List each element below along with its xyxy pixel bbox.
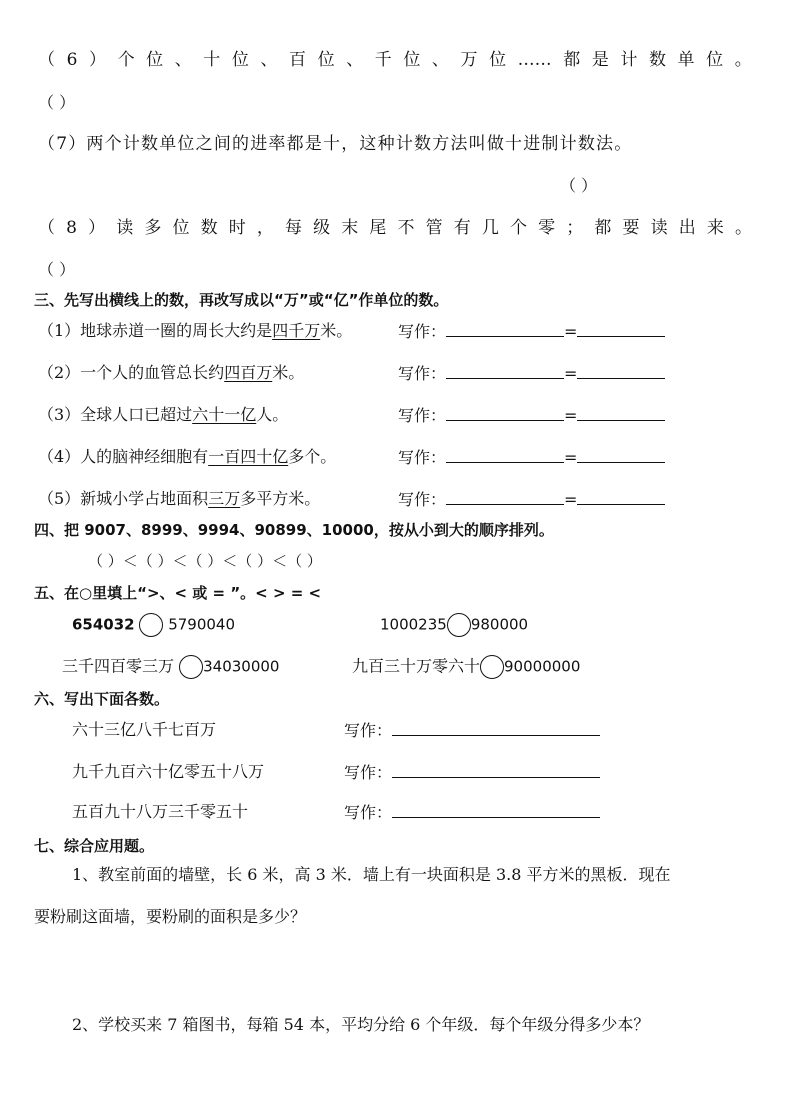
judge-char: 出 bbox=[678, 218, 696, 238]
answer-blank[interactable] bbox=[446, 446, 564, 463]
section6-answer-1 bbox=[344, 719, 600, 742]
compare-left: 1000235 bbox=[380, 615, 447, 634]
judge-char: 计 bbox=[620, 50, 638, 70]
section3-item-4 bbox=[38, 446, 336, 468]
underlined-number: 六十一亿 bbox=[192, 405, 257, 424]
judge-char: 位 bbox=[317, 50, 335, 70]
judge-char: 是 bbox=[591, 50, 609, 70]
write-label: 写作： bbox=[398, 406, 447, 425]
answer-blank[interactable] bbox=[446, 404, 564, 421]
compare-left: 九百三十万零六十 bbox=[352, 656, 481, 676]
compare-right: 90000000 bbox=[504, 657, 581, 676]
section3-answer-2 bbox=[398, 362, 665, 385]
item-text: （3）全球人口已超过 bbox=[38, 405, 193, 424]
answer-blank[interactable] bbox=[446, 362, 564, 379]
judge-char: 管 bbox=[425, 218, 443, 238]
section3-answer-4 bbox=[398, 446, 665, 469]
underlined-number: 四千万 bbox=[272, 321, 321, 340]
judge-char: 万 bbox=[460, 50, 478, 70]
compare-right: 980000 bbox=[470, 615, 529, 634]
section7-q1-line1: 1、教室前面的墙壁，长 6 米，高 3 米．墙上有一块面积是 3.8 平方米的黑板．现在 bbox=[72, 865, 671, 884]
judge-char: （ bbox=[38, 50, 55, 70]
section6-item-1: 六十三亿八千七百万 bbox=[72, 720, 217, 739]
answer-blank[interactable] bbox=[392, 719, 600, 736]
judge-char: 都 bbox=[563, 50, 581, 70]
answer-blank[interactable] bbox=[577, 404, 665, 421]
answer-blank[interactable] bbox=[392, 801, 600, 818]
judge-char: 读 bbox=[650, 218, 668, 238]
compare-circle[interactable] bbox=[179, 655, 203, 679]
item-text-end: 米。 bbox=[272, 363, 305, 382]
judge-char: ， bbox=[256, 218, 274, 238]
judge-char: 百 bbox=[289, 50, 307, 70]
judge-char: 几 bbox=[481, 218, 499, 238]
item-text: （4）人的脑神经细胞有 bbox=[38, 447, 209, 466]
item-text-end: 米。 bbox=[320, 321, 353, 340]
judge-char: 读 bbox=[116, 218, 134, 238]
write-label: 写作： bbox=[344, 803, 393, 822]
write-label: 写作： bbox=[398, 490, 447, 509]
judge-char: 。 bbox=[734, 50, 752, 70]
compare-circle[interactable] bbox=[447, 613, 471, 637]
section3-item-2 bbox=[38, 362, 304, 384]
answer-blank[interactable] bbox=[577, 488, 665, 505]
section3-item-1 bbox=[38, 320, 352, 342]
compare-circle[interactable] bbox=[480, 655, 504, 679]
judge-char: ） bbox=[88, 218, 106, 238]
judge-char: 、 bbox=[431, 50, 449, 70]
section3-item-5 bbox=[38, 488, 320, 510]
section7-q2: 2、学校买来 7 箱图书，每箱 54 本，平均分给 6 个年级．每个年级分得多少本？ bbox=[72, 1015, 650, 1034]
answer-blank[interactable] bbox=[446, 488, 564, 505]
judge-char: 不 bbox=[397, 218, 415, 238]
judge-q8 bbox=[38, 217, 752, 239]
judge-char: ） bbox=[88, 50, 106, 70]
judge-char: 位 bbox=[146, 50, 164, 70]
write-label: 写作： bbox=[344, 721, 393, 740]
judge-char: 有 bbox=[453, 218, 471, 238]
equals-sign: = bbox=[564, 322, 578, 341]
section3-item-3 bbox=[38, 404, 288, 426]
answer-blank[interactable] bbox=[577, 320, 665, 337]
judge-char: 级 bbox=[313, 218, 331, 238]
judge-char: 6 bbox=[66, 50, 78, 70]
judge-char: 位 bbox=[706, 50, 724, 70]
write-label: 写作： bbox=[398, 448, 447, 467]
judge-char: 尾 bbox=[369, 218, 387, 238]
judge-char: 要 bbox=[622, 218, 640, 238]
section6-answer-2 bbox=[344, 761, 600, 784]
underlined-number: 三万 bbox=[208, 489, 241, 508]
judge-char: 单 bbox=[677, 50, 695, 70]
section5-title: 五、在○里填上“>、< 或 = ”。< > = < bbox=[34, 584, 322, 602]
judge-char: 每 bbox=[284, 218, 302, 238]
item-text: （2）一个人的血管总长约 bbox=[38, 363, 225, 382]
compare-circle[interactable] bbox=[139, 613, 163, 637]
answer-blank[interactable] bbox=[577, 362, 665, 379]
section4-title: 四、把 9007、8999、9994、90899、10000，按从小到大的顺序排列。 bbox=[34, 521, 554, 539]
judge-char: 位 bbox=[489, 50, 507, 70]
compare-right: 34030000 bbox=[203, 657, 280, 676]
section6-item-3: 五百九十八万三千零五十 bbox=[72, 802, 249, 821]
answer-blank[interactable] bbox=[392, 761, 600, 778]
write-label: 写作： bbox=[398, 322, 447, 341]
judge-char: 千 bbox=[374, 50, 392, 70]
section3-title: 三、先写出横线上的数，再改写成以“万”或“亿”作单位的数。 bbox=[34, 291, 449, 309]
section6-answer-3 bbox=[344, 801, 600, 824]
judge-char: …… bbox=[517, 50, 552, 70]
compare-row1-b bbox=[380, 613, 528, 637]
compare-left: 654032 bbox=[72, 615, 135, 634]
judge-q8-answer-paren[interactable]: （ ） bbox=[38, 260, 76, 279]
item-text-end: 多平方米。 bbox=[240, 489, 321, 508]
judge-char: 数 bbox=[200, 218, 218, 238]
item-text-end: 人。 bbox=[256, 405, 289, 424]
judge-char: 多 bbox=[144, 218, 162, 238]
judge-char: 8 bbox=[66, 218, 77, 238]
judge-char: 来 bbox=[706, 218, 724, 238]
section4-order-line[interactable]: （ ）＜（ ）＜（ ）＜（ ）＜（ ） bbox=[88, 552, 322, 570]
item-text-end: 多个。 bbox=[288, 447, 337, 466]
section6-item-2: 九千九百六十亿零五十八万 bbox=[72, 762, 265, 781]
judge-char: （ bbox=[38, 218, 55, 238]
judge-char: 个 bbox=[509, 218, 527, 238]
underlined-number: 一百四十亿 bbox=[208, 447, 289, 466]
judge-char: 末 bbox=[341, 218, 359, 238]
underlined-number: 四百万 bbox=[224, 363, 273, 382]
compare-right: 5790040 bbox=[168, 615, 235, 634]
item-text: （5）新城小学占地面积 bbox=[38, 489, 209, 508]
section3-answer-3 bbox=[398, 404, 665, 427]
judge-char: 十 bbox=[203, 50, 221, 70]
judge-char: 。 bbox=[734, 218, 752, 238]
section7-title: 七、综合应用题。 bbox=[34, 837, 155, 855]
judge-char: 数 bbox=[648, 50, 666, 70]
judge-char: 、 bbox=[260, 50, 278, 70]
section6-title: 六、写出下面各数。 bbox=[34, 690, 170, 708]
equals-sign: = bbox=[564, 406, 578, 425]
compare-left: 三千四百零三万 bbox=[62, 656, 175, 676]
judge-char: 时 bbox=[228, 218, 246, 238]
item-text: （1）地球赤道一圈的周长大约是 bbox=[38, 321, 273, 340]
judge-char: ； bbox=[566, 218, 584, 238]
answer-blank[interactable] bbox=[446, 320, 564, 337]
section7-q1-line2: 要粉刷这面墙，要粉刷的面积是多少？ bbox=[34, 907, 307, 926]
judge-char: 位 bbox=[231, 50, 249, 70]
equals-sign: = bbox=[564, 364, 578, 383]
judge-char: 、 bbox=[346, 50, 364, 70]
compare-row1-a bbox=[72, 613, 235, 637]
section3-answer-5 bbox=[398, 488, 665, 511]
judge-char: 个 bbox=[117, 50, 135, 70]
answer-blank[interactable] bbox=[577, 446, 665, 463]
equals-sign: = bbox=[564, 490, 578, 509]
compare-row2-b bbox=[352, 655, 580, 679]
judge-q7: （7）两个计数单位之间的进率都是十，这种计数方法叫做十进制计数法。 bbox=[38, 134, 633, 154]
judge-char: 零 bbox=[538, 218, 556, 238]
judge-char: 位 bbox=[172, 218, 190, 238]
judge-char: 、 bbox=[174, 50, 192, 70]
compare-row2-a bbox=[62, 655, 279, 679]
judge-q6 bbox=[38, 49, 752, 71]
section3-answer-1 bbox=[398, 320, 665, 343]
write-label: 写作： bbox=[344, 763, 393, 782]
judge-q7-answer-paren[interactable]: （ ） bbox=[560, 176, 598, 195]
judge-char: 位 bbox=[403, 50, 421, 70]
judge-char: 都 bbox=[594, 218, 612, 238]
judge-q6-answer-paren[interactable]: （ ） bbox=[38, 93, 76, 112]
write-label: 写作： bbox=[398, 364, 447, 383]
equals-sign: = bbox=[564, 448, 578, 467]
